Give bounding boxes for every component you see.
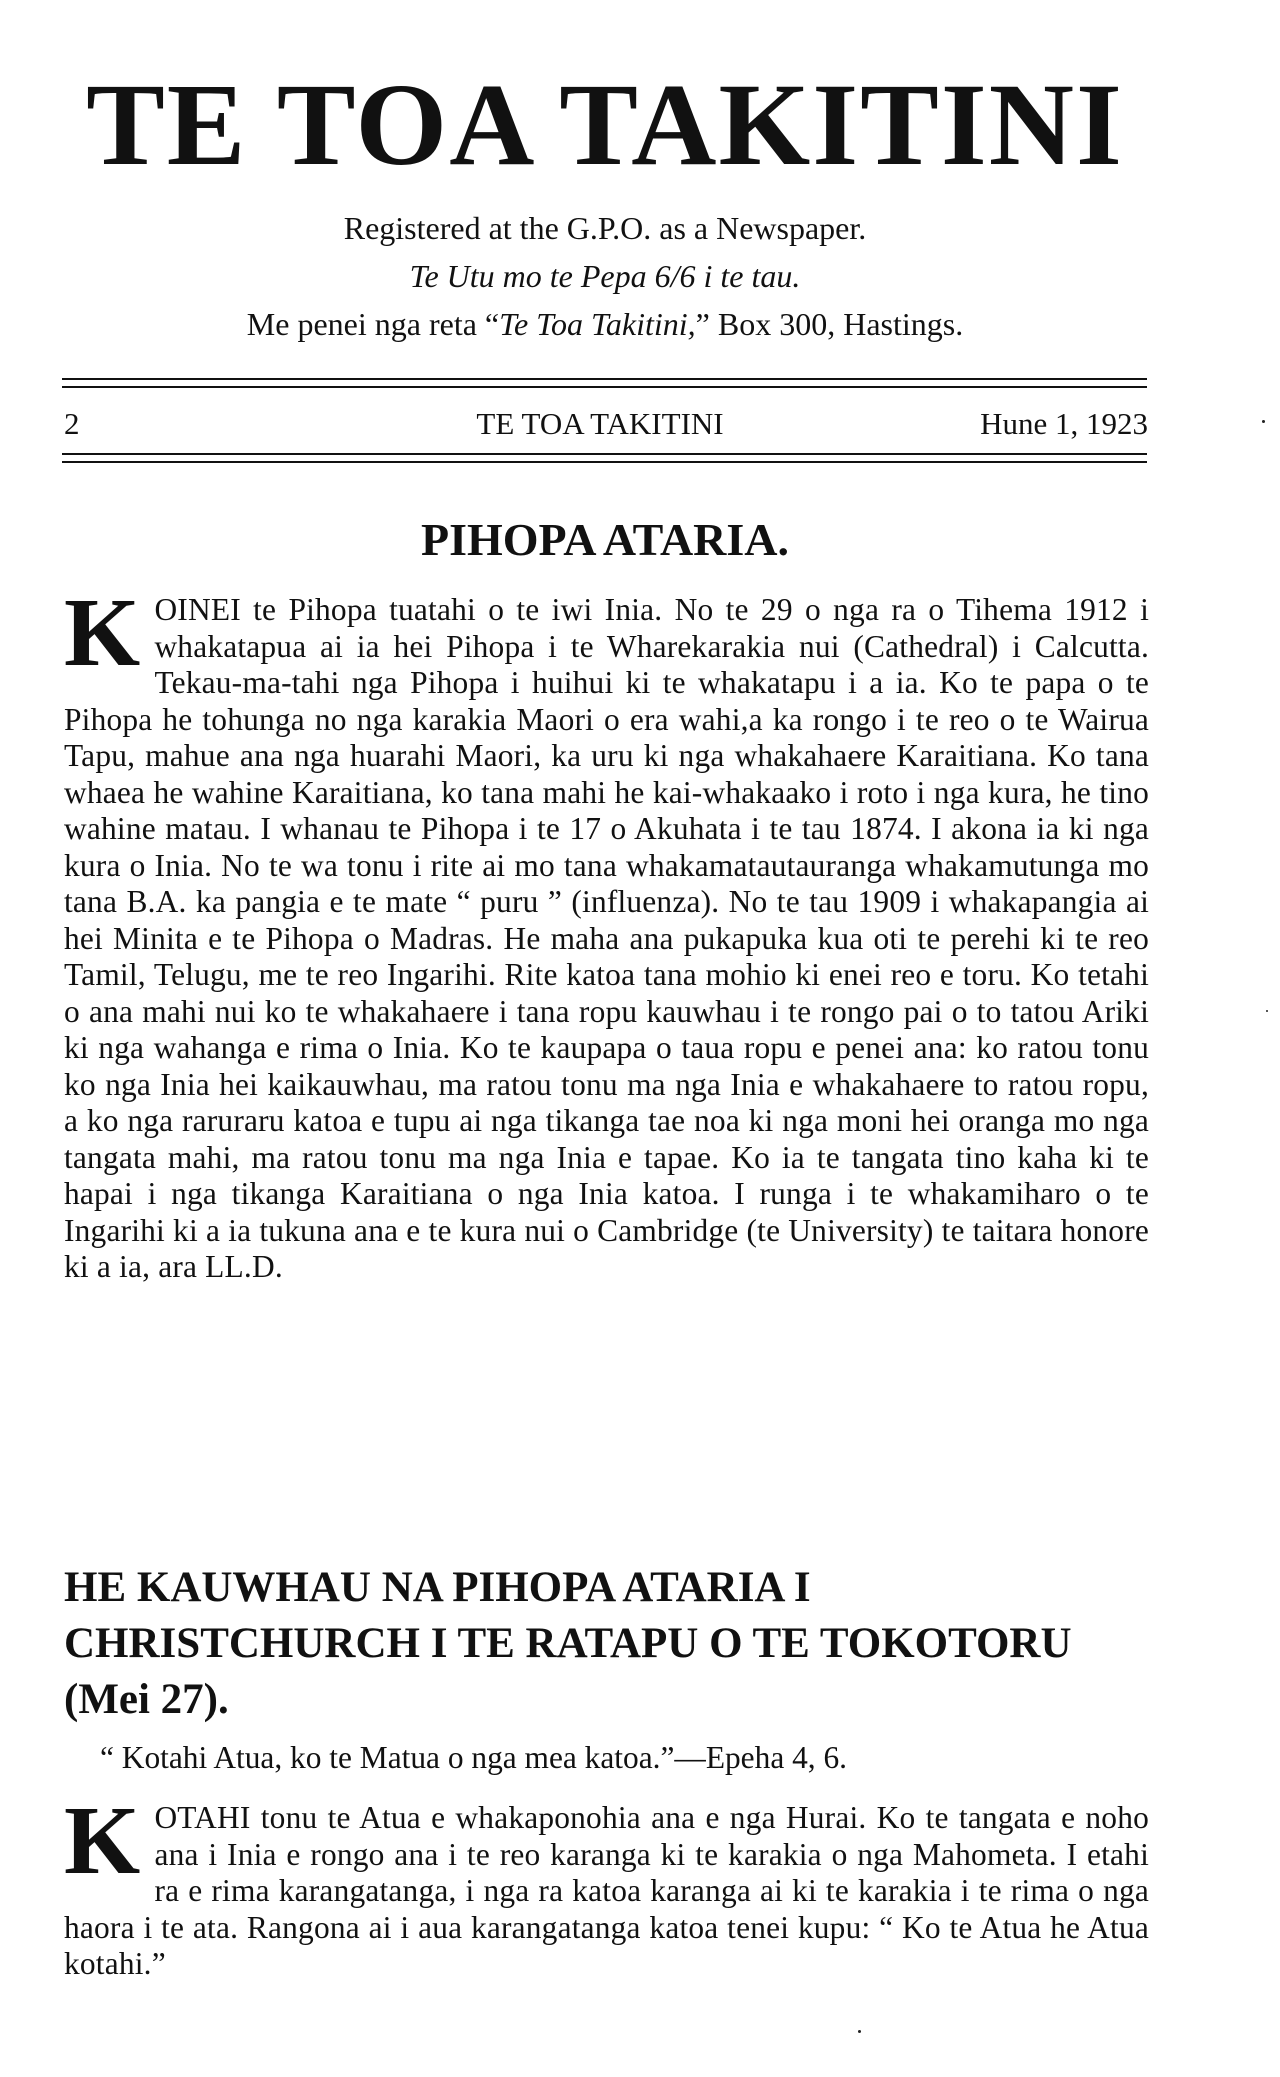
drop-cap: K xyxy=(64,579,141,687)
address-suffix: ” Box 300, Hastings. xyxy=(695,306,964,342)
scripture-quote: “ Kotahi Atua, ko te Matua o nga mea katoa.”—Epeha 4, 6. xyxy=(100,1740,848,1775)
registration-line: Registered at the G.P.O. as a Newspaper. xyxy=(343,210,867,246)
article-heading: PIHOPA ATARIA. xyxy=(420,514,790,565)
print-speck xyxy=(1262,420,1265,423)
print-speck xyxy=(1266,1010,1268,1012)
running-title: TE TOA TAKITINI xyxy=(476,406,724,441)
masthead-title: TE TOA TAKITINI xyxy=(86,59,1124,190)
subscription-line: Te Utu mo te Pepa 6/6 i te tau. xyxy=(409,258,801,294)
address-title: Te Toa Takitini, xyxy=(499,306,696,342)
address-prefix: Me penei nga reta “ xyxy=(246,306,500,342)
page-number: 2 xyxy=(64,406,80,441)
double-rule-bottom-1 xyxy=(62,453,1147,455)
article-body xyxy=(64,579,1149,1286)
drop-cap: K xyxy=(64,1787,141,1895)
print-speck xyxy=(858,2030,861,2033)
sermon-heading: HE KAUWHAU NA PIHOPA ATARIA I CHRISTCHURCH I TE RATAPU O TE TOKOTORU (Mei 27). xyxy=(64,1564,1072,1723)
double-rule-top-2 xyxy=(62,386,1147,388)
sermon-paragraph xyxy=(64,1787,1149,1983)
article-text: OINEI te Pihopa tuatahi o te iwi Inia. No te 29 o nga ra o Tihema 1912 i whakatapua ai ia hei Pihopa i te Wharekarakia nui (Cathedral) i Calcutta. Tekau-ma-tahi nga Pihopa i huihui ki te whakatapu i a ia. Ko te papa o te Pihopa he tohunga no nga karakia Maori o era wahi,a ka rongo i te reo o te Wairua Tapu, mahue ana nga huarahi Maori, ka uru ki nga whakahaere Karaitiana. Ko tana whaea he wahine Karaitiana, ko tana mahi he kai-whakaako i roto i nga kura, he tino wahine matau. I whanau te Pihopa i te 17 o Akuhata i te tau 1874. I akona ia ki nga kura o Inia. No te wa tonu i rite ai mo tana whakamatautauranga whakamutunga mo tana B.A. ka pangia e te mate “ puru ” (influenza). No te tau 1909 i whakapangia ai hei Minita e te Pihopa o Madras. He maha ana pukapuka kua oti te perehi ki te reo Tamil, Telugu, me te reo Ingarihi. Rite katoa tana mohio ki enei reo e toru. Ko tetahi o ana mahi nui ko te whakahaere i tana ropu kauwhau i te rongo pai o to tatou Ariki ki nga wahanga e rima o Inia. Ko te kaupapa o taua ropu e penei ana: ko ratou tonu ko nga Inia hei kaikauwhau, ma ratou tonu ma nga Inia e whakahaere to ratou ropu, a ko nga raruraru katoa e tupu ai nga tikanga tae noa ki nga moni hei oranga mo nga tangata mahi, ma ratou tonu ma nga Inia e tapae. Ko ia te tangata tino kaha ki te hapai i nga tikanga Karaitiana o nga Inia katoa. I runga i te whakamiharo o te Ingarihi ki a ia tukuna ana e te kura nui o Cambridge (te University) te taitara honore ki a ia, ara LL.D. xyxy=(64,592,1149,1284)
article-paragraph xyxy=(64,579,1149,1286)
address-line xyxy=(60,304,1150,344)
sermon-text: OTAHI tonu te Atua e whakaponohia ana e nga Hurai. Ko te tangata e noho ana i Inia e rongo ana i te reo karanga ki te karakia o nga Mahometa. I etahi ra e rima karangatanga, i nga ra katoa karanga ai ki te karakia i te rima o nga haora i te ata. Rangona ai i aua karangatanga katoa tenei kupu: “ Ko te Atua he Atua kotahi.” xyxy=(64,1800,1149,1981)
issue-date: Hune 1, 1923 xyxy=(980,406,1148,441)
sermon-body xyxy=(64,1787,1149,1983)
double-rule-top-1 xyxy=(62,378,1147,380)
double-rule-bottom-2 xyxy=(62,461,1147,463)
